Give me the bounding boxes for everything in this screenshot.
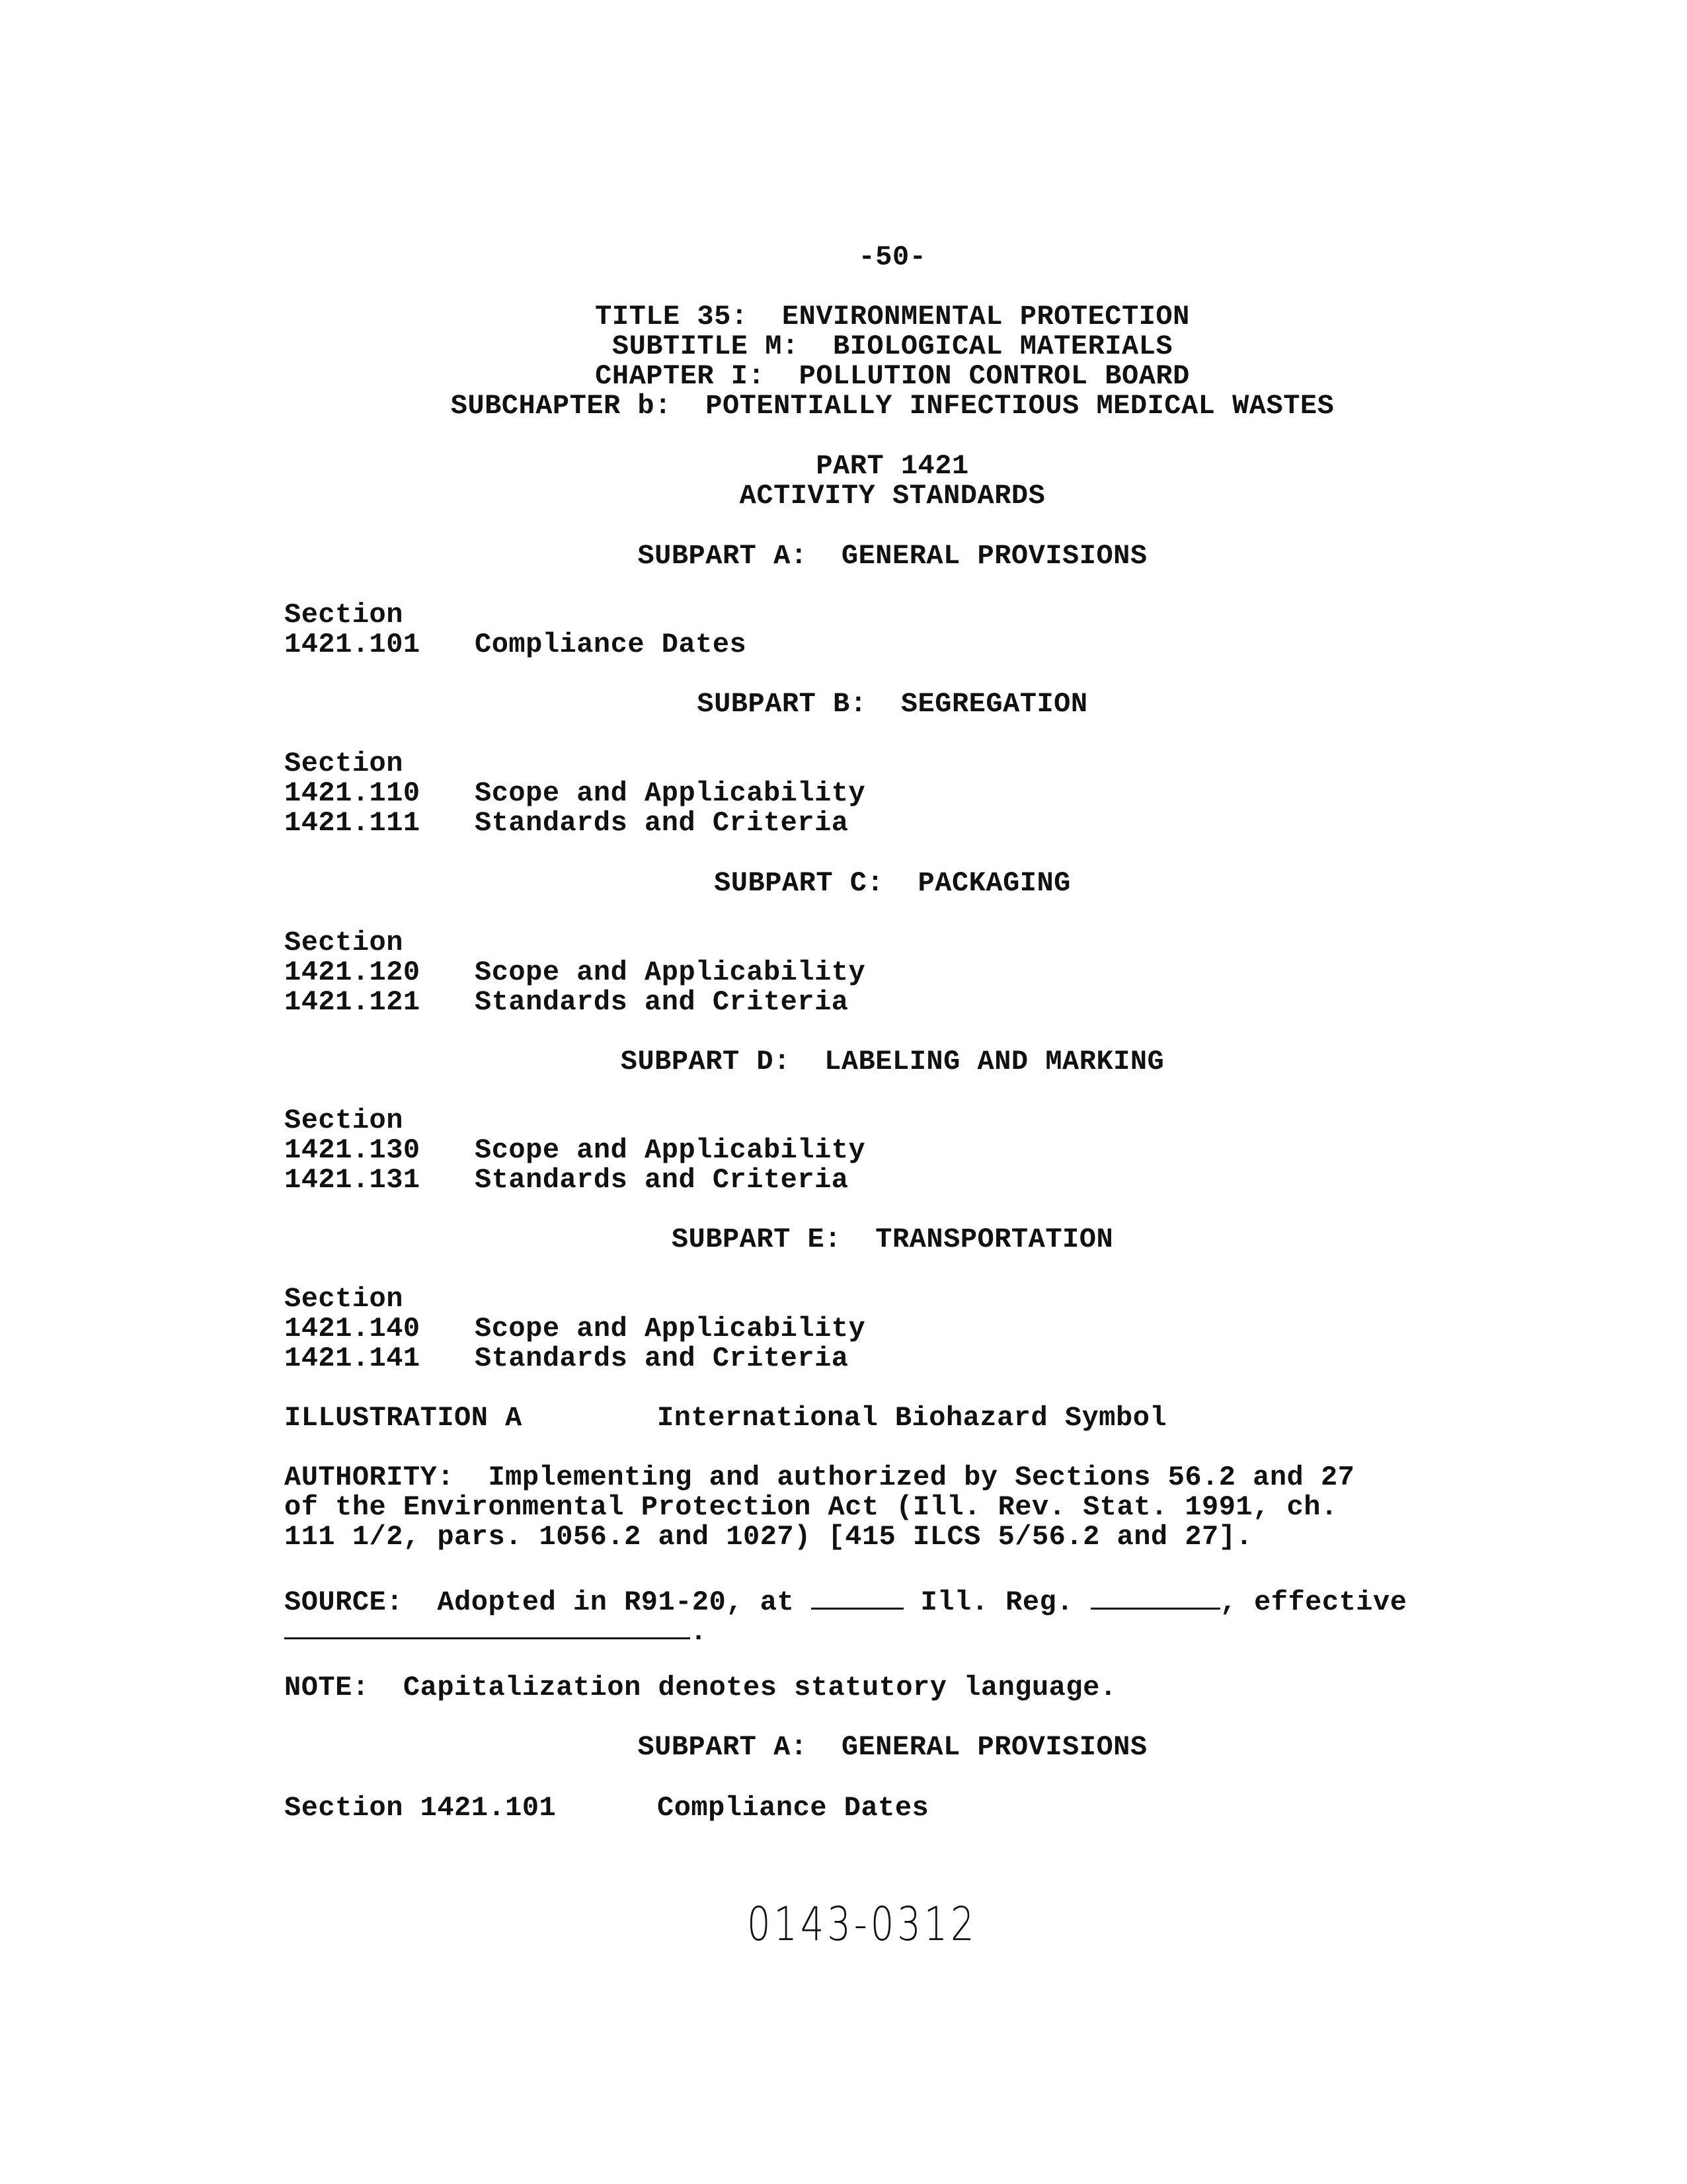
document-stamp: 0143-0312 bbox=[747, 1897, 978, 1951]
section-number: 1421.130 bbox=[284, 1134, 420, 1166]
section-title: Scope and Applicability bbox=[475, 956, 866, 988]
subpart-d-heading: SUBPART D: LABELING AND MARKING bbox=[620, 1046, 1165, 1077]
section-number: 1421.101 bbox=[284, 629, 420, 660]
chapter-heading: CHAPTER I: POLLUTION CONTROL BOARD bbox=[595, 360, 1190, 392]
section-title: Standards and Criteria bbox=[475, 807, 849, 839]
section-number: 1421.110 bbox=[284, 777, 420, 809]
section-label: Section bbox=[284, 1105, 403, 1136]
section-number: 1421.120 bbox=[284, 956, 420, 988]
section-title: Standards and Criteria bbox=[475, 1164, 849, 1196]
subpart-c-heading: SUBPART C: PACKAGING bbox=[714, 867, 1071, 899]
section-title: Standards and Criteria bbox=[475, 1343, 849, 1374]
section-label: Section bbox=[284, 748, 403, 779]
subpart-e-heading: SUBPART E: TRANSPORTATION bbox=[671, 1224, 1114, 1255]
section-number: 1421.141 bbox=[284, 1343, 420, 1374]
page-blank bbox=[1091, 1584, 1220, 1610]
note: NOTE: Capitalization denotes statutory language. bbox=[284, 1672, 1117, 1703]
volume-blank bbox=[811, 1584, 904, 1610]
section-title: Compliance Dates bbox=[475, 629, 747, 660]
effective-date-line: . bbox=[284, 1614, 707, 1647]
body-section-heading: Section 1421.101 bbox=[284, 1792, 557, 1824]
source-effective: , effective bbox=[1220, 1586, 1407, 1618]
section-number: 1421.140 bbox=[284, 1313, 420, 1345]
source-line bbox=[284, 1584, 1407, 1618]
section-label: Section bbox=[284, 927, 403, 958]
title-heading: TITLE 35: ENVIRONMENTAL PROTECTION bbox=[595, 301, 1190, 332]
section-title: Standards and Criteria bbox=[475, 986, 849, 1018]
subpart-b-heading: SUBPART B: SEGREGATION bbox=[697, 688, 1088, 720]
illustration-title: International Biohazard Symbol bbox=[657, 1402, 1167, 1434]
section-number: 1421.111 bbox=[284, 807, 420, 839]
body-subpart-heading: SUBPART A: GENERAL PROVISIONS bbox=[637, 1731, 1148, 1763]
body-section-title: Compliance Dates bbox=[657, 1792, 929, 1824]
source-label: SOURCE: bbox=[284, 1586, 403, 1618]
authority-line: AUTHORITY: Implementing and authorized by Sections 56.2 and 27 bbox=[284, 1462, 1355, 1493]
section-number: 1421.131 bbox=[284, 1164, 420, 1196]
section-label: Section bbox=[284, 1283, 403, 1315]
section-title: Scope and Applicability bbox=[475, 1134, 866, 1166]
section-label: Section bbox=[284, 599, 403, 631]
illustration-label: ILLUSTRATION A bbox=[284, 1402, 522, 1434]
subchapter-heading: SUBCHAPTER b: POTENTIALLY INFECTIOUS MEDICAL WASTES bbox=[450, 390, 1335, 422]
page-number: -50- bbox=[858, 241, 927, 273]
effective-date-blank bbox=[284, 1614, 690, 1639]
source-adopted: Adopted in R91-20, at bbox=[437, 1586, 795, 1618]
source-reg: Ill. Reg. bbox=[920, 1586, 1074, 1618]
authority-line: 111 1/2, pars. 1056.2 and 1027) [415 ILCS 5/56.2 and 27]. bbox=[284, 1521, 1253, 1553]
subtitle-heading: SUBTITLE M: BIOLOGICAL MATERIALS bbox=[611, 331, 1173, 362]
section-title: Scope and Applicability bbox=[475, 1313, 866, 1345]
subpart-a-heading: SUBPART A: GENERAL PROVISIONS bbox=[637, 540, 1148, 572]
part-number: PART 1421 bbox=[816, 450, 969, 482]
part-name: ACTIVITY STANDARDS bbox=[739, 480, 1046, 512]
authority-line: of the Environmental Protection Act (Ill. Rev. Stat. 1991, ch. bbox=[284, 1491, 1338, 1523]
section-number: 1421.121 bbox=[284, 986, 420, 1018]
section-title: Scope and Applicability bbox=[475, 777, 866, 809]
